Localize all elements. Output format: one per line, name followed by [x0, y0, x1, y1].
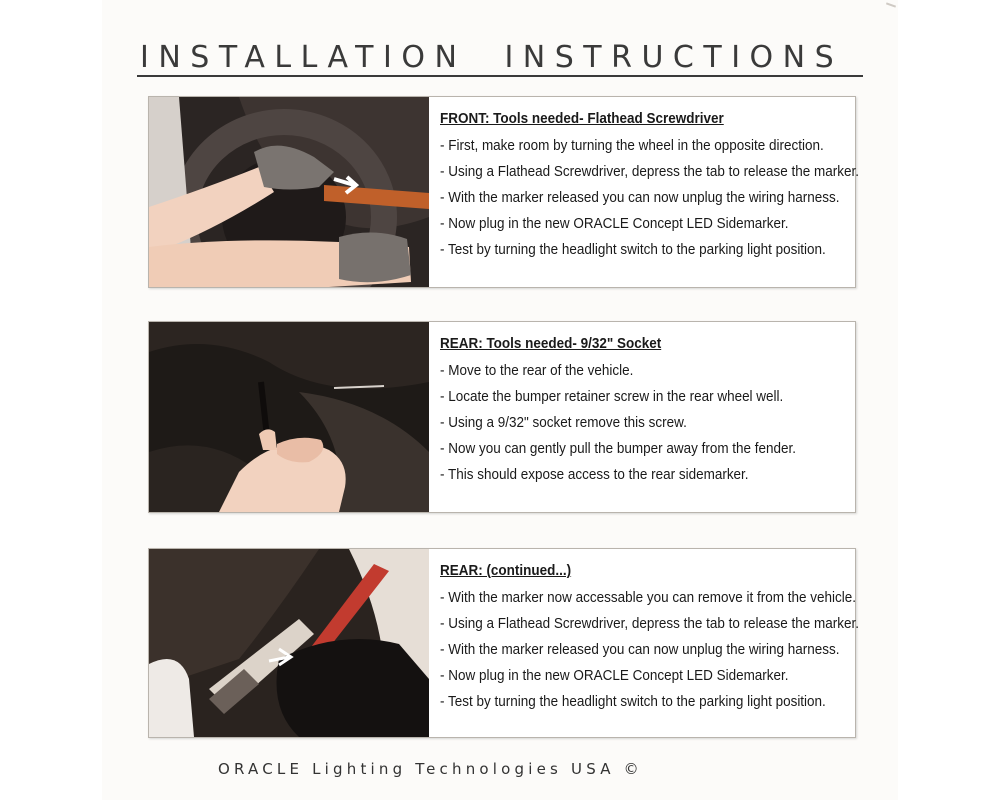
page-title: INSTALLATION INSTRUCTIONS [140, 40, 844, 75]
rear-marker-release-photo [149, 549, 429, 737]
step-item: - Now plug in the new ORACLE Concept LED Sidemarker. [440, 216, 789, 232]
footer-brand: ORACLE Lighting Technologies USA © [218, 760, 643, 778]
rear-instructions [440, 336, 847, 488]
rear-heading: REAR: Tools needed- 9/32" Socket [440, 336, 662, 352]
step-item: - Move to the rear of the vehicle. [440, 363, 634, 379]
step-item: - Test by turning the headlight switch to the parking light position. [440, 242, 826, 258]
step-item: - Using a Flathead Screwdriver, depress the tab to release the marker. [440, 164, 859, 180]
instruction-panel-rear [148, 321, 856, 513]
front-instructions [440, 111, 859, 263]
front-steps [440, 133, 859, 263]
step-item: - Now you can gently pull the bumper away from the fender. [440, 441, 797, 457]
rear-continued-heading: REAR: (continued...) [440, 563, 572, 579]
step-item: - Locate the bumper retainer screw in the rear wheel well. [440, 389, 784, 405]
step-item: - With the marker now accessable you can remove it from the vehicle. [440, 590, 856, 606]
step-item: - This should expose access to the rear sidemarker. [440, 467, 749, 483]
rear-steps [440, 358, 847, 488]
rear-continued-instructions [440, 563, 859, 715]
step-item: - With the marker released you can now unplug the wiring harness. [440, 190, 840, 206]
instruction-panel-rear-continued [148, 548, 859, 738]
rear-continued-steps [440, 585, 859, 715]
step-item: - First, make room by turning the wheel in the opposite direction. [440, 138, 824, 154]
rear-bumper-screw-photo [149, 322, 429, 512]
step-item: - Now plug in the new ORACLE Concept LED Sidemarker. [440, 668, 789, 684]
instruction-panel-front [148, 96, 859, 288]
step-item: - Using a Flathead Screwdriver, depress the tab to release the marker. [440, 616, 859, 632]
front-heading: FRONT: Tools needed- Flathead Screwdriver [440, 111, 724, 127]
step-item: - With the marker released you can now unplug the wiring harness. [440, 642, 840, 658]
step-item: - Test by turning the headlight switch to the parking light position. [440, 694, 826, 710]
title-underline [137, 75, 863, 77]
front-wheel-marker-removal-photo [149, 97, 429, 287]
step-item: - Using a 9/32" socket remove this screw. [440, 415, 687, 431]
